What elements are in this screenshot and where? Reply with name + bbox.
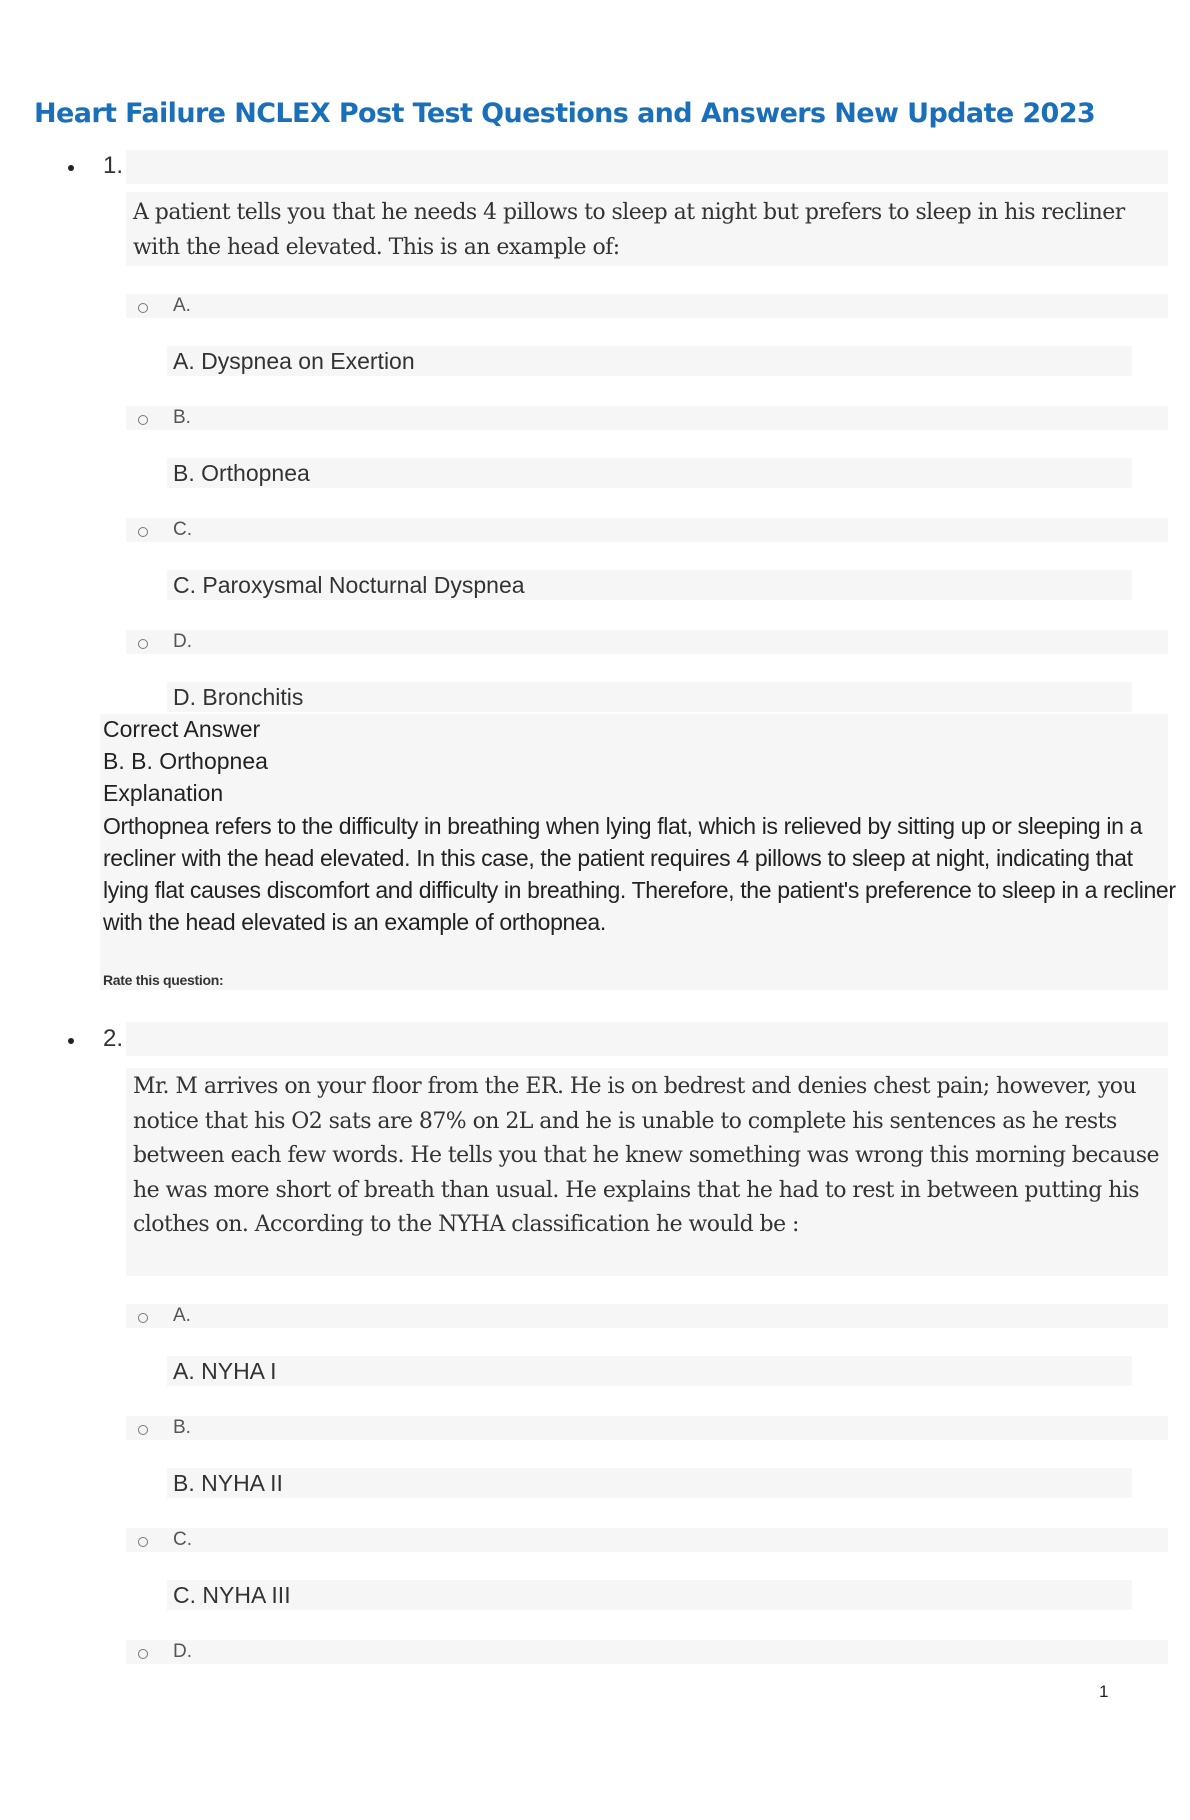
- explanation-text: Orthopnea refers to the difficulty in breathing when lying flat, which is relieved by sitting up or sleeping in a recliner with the head elevated. In this case, the patient requires 4 pillows to sleep at night, indicating that lying flat causes discomfort and difficulty in breathing. Therefore, the patient's preference to sleep in a recliner with the head elevated is an example of orthopnea.: [103, 813, 1176, 935]
- bullet-icon: [66, 1036, 76, 1046]
- option-letter-band: [126, 406, 1168, 430]
- page-number: 1: [1099, 1682, 1109, 1701]
- question-number-band: [126, 1022, 1168, 1056]
- option-c-letter: C.: [173, 519, 192, 540]
- circle-bullet-icon: [138, 1313, 148, 1323]
- option-d-letter: D.: [173, 631, 192, 652]
- option-c-text[interactable]: C. NYHA III: [173, 1582, 291, 1608]
- option-text-band: [167, 682, 1132, 712]
- option-letter-band: [126, 1528, 1168, 1552]
- option-text-band: [167, 1580, 1132, 1610]
- option-a-letter: A.: [173, 1305, 191, 1326]
- document-title: Heart Failure NCLEX Post Test Questions and Answers New Update 2023: [34, 98, 1096, 129]
- option-letter-band: [126, 1640, 1168, 1664]
- circle-bullet-icon: [138, 527, 148, 537]
- question-text: A patient tells you that he needs 4 pillows to sleep at night but prefers to sleep in his recliner with the head elevated. This is an example of:: [133, 200, 1125, 260]
- option-a-text[interactable]: A. Dyspnea on Exertion: [173, 348, 415, 374]
- option-d-letter: D.: [173, 1641, 192, 1662]
- question-number-band: [126, 150, 1168, 184]
- option-b-letter: B.: [173, 407, 191, 428]
- correct-answer-label: Correct Answer: [103, 716, 261, 742]
- option-letter-band: [126, 1416, 1168, 1440]
- option-d-text[interactable]: D. Bronchitis: [173, 684, 304, 710]
- question-number: 2.: [103, 1025, 124, 1052]
- option-text-band: [167, 458, 1132, 488]
- option-letter-band: [126, 518, 1168, 542]
- question-text: Mr. M arrives on your floor from the ER. He is on bedrest and denies chest pain; however, you notice that his O2 sats are 87% on 2L and he is unable to complete his sentences as he rests between each few words. He tells you that he knew something was wrong this morning because he was more short of breath than usual. He explains that he had to rest in between putting his clothes on. According to the NYHA classification he would be :: [133, 1074, 1159, 1237]
- explanation-label: Explanation: [103, 780, 224, 806]
- circle-bullet-icon: [138, 639, 148, 649]
- option-letter-band: [126, 294, 1168, 318]
- question-number: 1.: [103, 152, 124, 179]
- rate-question-label: Rate this question:: [103, 972, 224, 988]
- circle-bullet-icon: [138, 1425, 148, 1435]
- option-b-letter: B.: [173, 1417, 191, 1438]
- option-c-letter: C.: [173, 1529, 192, 1550]
- option-b-text[interactable]: B. Orthopnea: [173, 460, 310, 486]
- option-text-band: [167, 1356, 1132, 1386]
- option-b-text[interactable]: B. NYHA II: [173, 1470, 283, 1496]
- option-letter-band: [126, 1304, 1168, 1328]
- option-a-text[interactable]: A. NYHA I: [173, 1358, 277, 1384]
- circle-bullet-icon: [138, 1649, 148, 1659]
- option-a-letter: A.: [173, 295, 191, 316]
- bullet-icon: [66, 163, 76, 173]
- option-text-band: [167, 1468, 1132, 1498]
- correct-answer-value: B. B. Orthopnea: [103, 748, 268, 774]
- circle-bullet-icon: [138, 303, 148, 313]
- circle-bullet-icon: [138, 1537, 148, 1547]
- option-c-text[interactable]: C. Paroxysmal Nocturnal Dyspnea: [173, 572, 525, 598]
- option-letter-band: [126, 630, 1168, 654]
- circle-bullet-icon: [138, 415, 148, 425]
